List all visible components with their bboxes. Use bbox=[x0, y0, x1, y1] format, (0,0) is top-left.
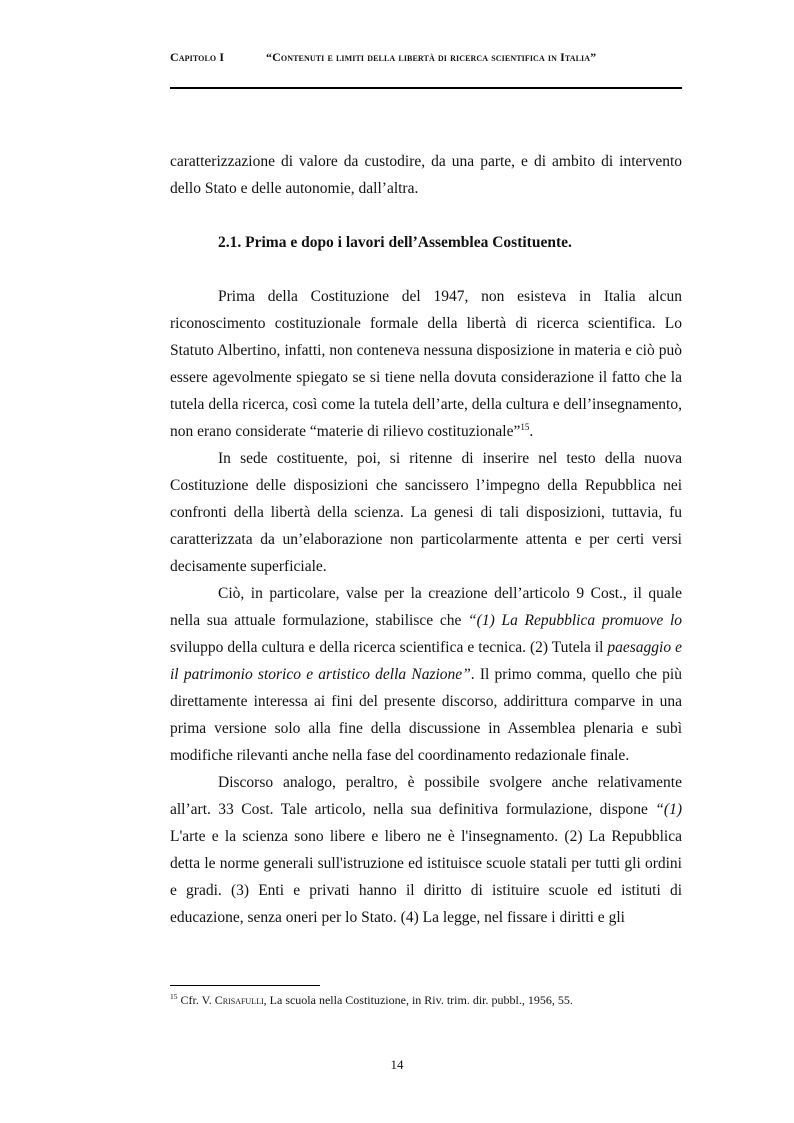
header-title: “Contenuti e limiti della libertà di ricerca scientifica in Italia” bbox=[266, 50, 597, 64]
paragraph: In sede costituente, poi, si ritenne di inserire nel testo della nuova Costituzione delle disposizioni che sancissero l’impegno della Repubblica nei confronti della libertà della scienza. La genesi di tali disposizioni, tuttavia, fu caratterizzata da un’elaborazione non particolarmente attenta e per certi versi decisamente superficiale. bbox=[170, 450, 682, 575]
paragraph bbox=[170, 580, 682, 769]
header-rule bbox=[170, 87, 682, 89]
paragraph-text: L'arte e la scienza sono libere e libero ne è l'insegnamento. (2) La Repubblica detta le norme generali sull'istruzione ed istituisce scuole statali per tutti gli ordini e gradi. (3) Enti e privati hanno il diritto di istituire scuole ed istituti di educazione, senza oneri per lo Stato. (4) La legge, nel fissare i diritti e gli bbox=[170, 828, 682, 926]
footnote-reference[interactable]: 15 bbox=[520, 421, 530, 432]
quotation: paesaggio e il patrimonio storico e artistico della Nazione” bbox=[170, 639, 682, 683]
paragraph-text: . Il primo comma, quello che più direttamente interessa ai fini del presente discorso, addirittura comparve in una prima versione solo alla fine della discussione in Assemblea plenaria e subì modifiche rilevanti anche nella fase del coordinamento redazionale finale. bbox=[170, 666, 682, 764]
paragraph-text: Ciò, in particolare, valse per la creazione dell’articolo 9 Cost., il quale nella sua attuale formulazione, stabilisce che bbox=[170, 585, 682, 629]
section-heading: 2.1. Prima e dopo i lavori dell’Assemblea Costituente. bbox=[218, 234, 572, 251]
paragraph-text: sviluppo della cultura e della ricerca scientifica e tecnica. (2) Tutela il bbox=[170, 639, 608, 656]
body-text bbox=[170, 148, 682, 931]
continuation-paragraph: caratterizzazione di valore da custodire, da una parte, e di ambito di intervento dello Stato e delle autonomie, dall’altra. bbox=[170, 153, 682, 197]
footnote-rule bbox=[170, 985, 320, 986]
footnote-prefix: Cfr. V. bbox=[177, 993, 215, 1007]
paragraph-text: Prima della Costituzione del 1947, non esisteva in Italia alcun riconoscimento costituzionale formale della libertà di ricerca scientifica. Lo Statuto Albertino, infatti, non conteneva nessuna disposizione in materia e ciò può essere agevolmente spiegato se si tiene nella dovuta considerazione il fatto che la tutela della ricerca, così come la tutela dell’arte, della cultura e dell’insegnamento, non erano considerate “materie di rilievo costituzionale” bbox=[170, 288, 682, 440]
spacer bbox=[170, 256, 682, 283]
footnote bbox=[170, 992, 682, 1008]
footnote-number: 15 bbox=[170, 992, 178, 1001]
header-chapter: Capitolo I bbox=[170, 50, 225, 64]
paragraph bbox=[170, 769, 682, 931]
footnote-text: , La scuola nella Costituzione, in Riv. trim. dir. pubbl., 1956, 55. bbox=[263, 993, 573, 1007]
quotation: “(1) La Repubblica promuove lo bbox=[468, 612, 682, 629]
paragraph-text: Discorso analogo, peraltro, è possibile svolgere anche relativamente all’art. 33 Cost. Tale articolo, nella sua definitiva formulazione, dispone bbox=[170, 774, 682, 818]
spacer bbox=[170, 202, 682, 229]
page-number: 14 bbox=[390, 1057, 404, 1072]
quotation: “(1) bbox=[655, 801, 682, 818]
paragraph-text: . bbox=[529, 423, 534, 440]
footnote-author: Crisafulli bbox=[214, 993, 264, 1007]
running-header bbox=[170, 50, 682, 65]
paragraph bbox=[170, 283, 682, 445]
